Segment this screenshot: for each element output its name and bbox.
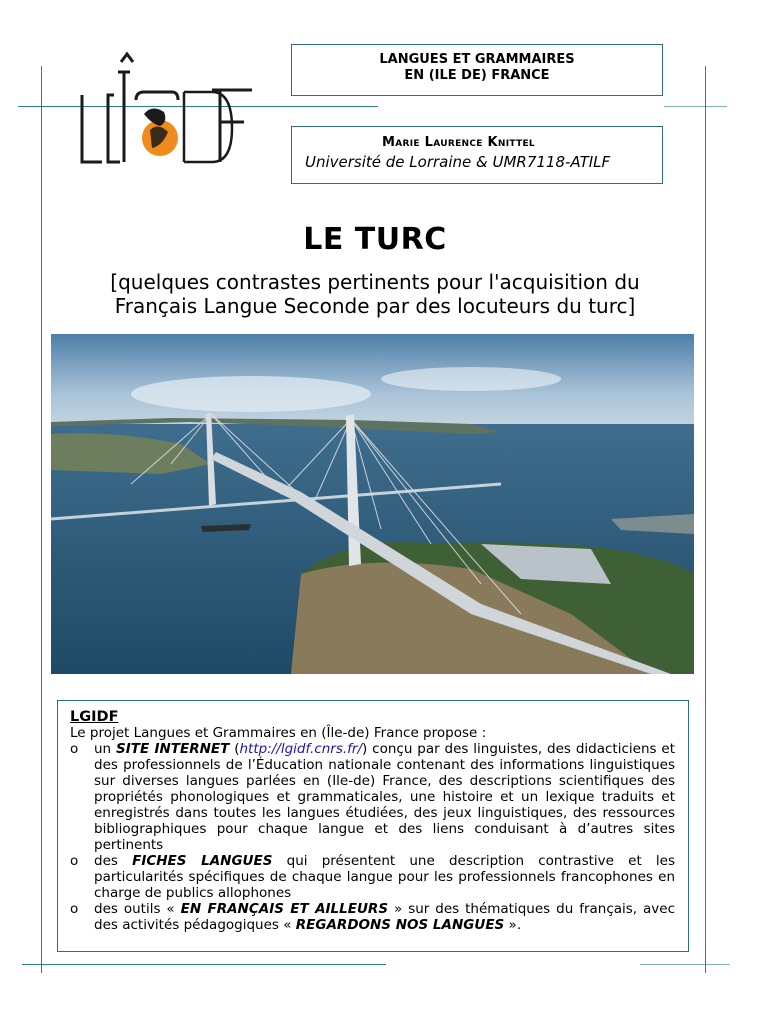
lgidf-logo (72, 50, 257, 172)
bullet-icon: o (70, 853, 79, 869)
frame-rule-top-right (664, 106, 727, 107)
keyword-en-francais: EN FRANÇAIS ET AILLEURS (180, 901, 389, 917)
bullet-icon: o (70, 741, 79, 757)
keyword-site-internet: SITE INTERNET (116, 741, 230, 757)
info-list (70, 741, 675, 933)
frame-rule-bottom (22, 964, 386, 965)
keyword-regardons: REGARDONS NOS LANGUES (295, 917, 505, 933)
project-title-box (291, 44, 663, 96)
page-title: LE TURC (303, 222, 447, 257)
keyword-fiches-langues: FICHES LANGUES (132, 853, 273, 869)
site-link[interactable]: http://lgidf.cnrs.fr/ (239, 741, 363, 757)
lgidf-info-box (57, 700, 689, 952)
frame-rule-bottom-right (640, 964, 730, 965)
author-name: Marie Laurence Knittel (382, 135, 535, 150)
project-line-1: LANGUES ET GRAMMAIRES (379, 52, 575, 67)
bridge-photo (51, 334, 694, 674)
project-line-2: EN (ILE DE) FRANCE (404, 68, 550, 83)
subtitle-line-1: [quelques contrastes pertinents pour l'acquisition du (110, 270, 640, 294)
list-item: o des outils « EN FRANÇAIS ET AILLEURS » sur des thématiques du français, avec des activités pédagogiques « REGARDONS NOS LANGUES ». (70, 901, 676, 933)
info-intro: Le projet Langues et Grammaires en (Île-de) France propose : (70, 725, 487, 741)
author-affiliation: Université de Lorraine & UMR7118-ATILF (305, 153, 611, 171)
frame-rule-right (705, 66, 706, 973)
page-subtitle (0, 270, 750, 318)
info-heading: LGIDF (70, 709, 119, 725)
list-item: o un SITE INTERNET (http://lgidf.cnrs.fr/) conçu par des linguistes, des didacticiens et des professionnels de l’Éducation nationale contenant des informations linguistiques sur diverses langues parlées en (Ile-de) France, des descriptions scientifiques des propriétés phonologiques et grammaticales, une histoire et un lexique traduits et enregistrés dans toutes les langues étudiées, des jeux linguistiques, des ressources bibliographiques pour chaque langue et des liens conduisant à d’autres sites pertinents (70, 741, 676, 853)
frame-rule-left (41, 66, 42, 973)
author-box (291, 126, 663, 184)
bullet-icon: o (70, 901, 79, 917)
subtitle-line-2: Français Langue Seconde par des locuteurs du turc] (114, 294, 636, 318)
list-item: o des FICHES LANGUES qui présentent une description contrastive et les particularités spécifiques de chaque langue pour les professionnels francophones en charge de publics allophones (70, 853, 676, 901)
